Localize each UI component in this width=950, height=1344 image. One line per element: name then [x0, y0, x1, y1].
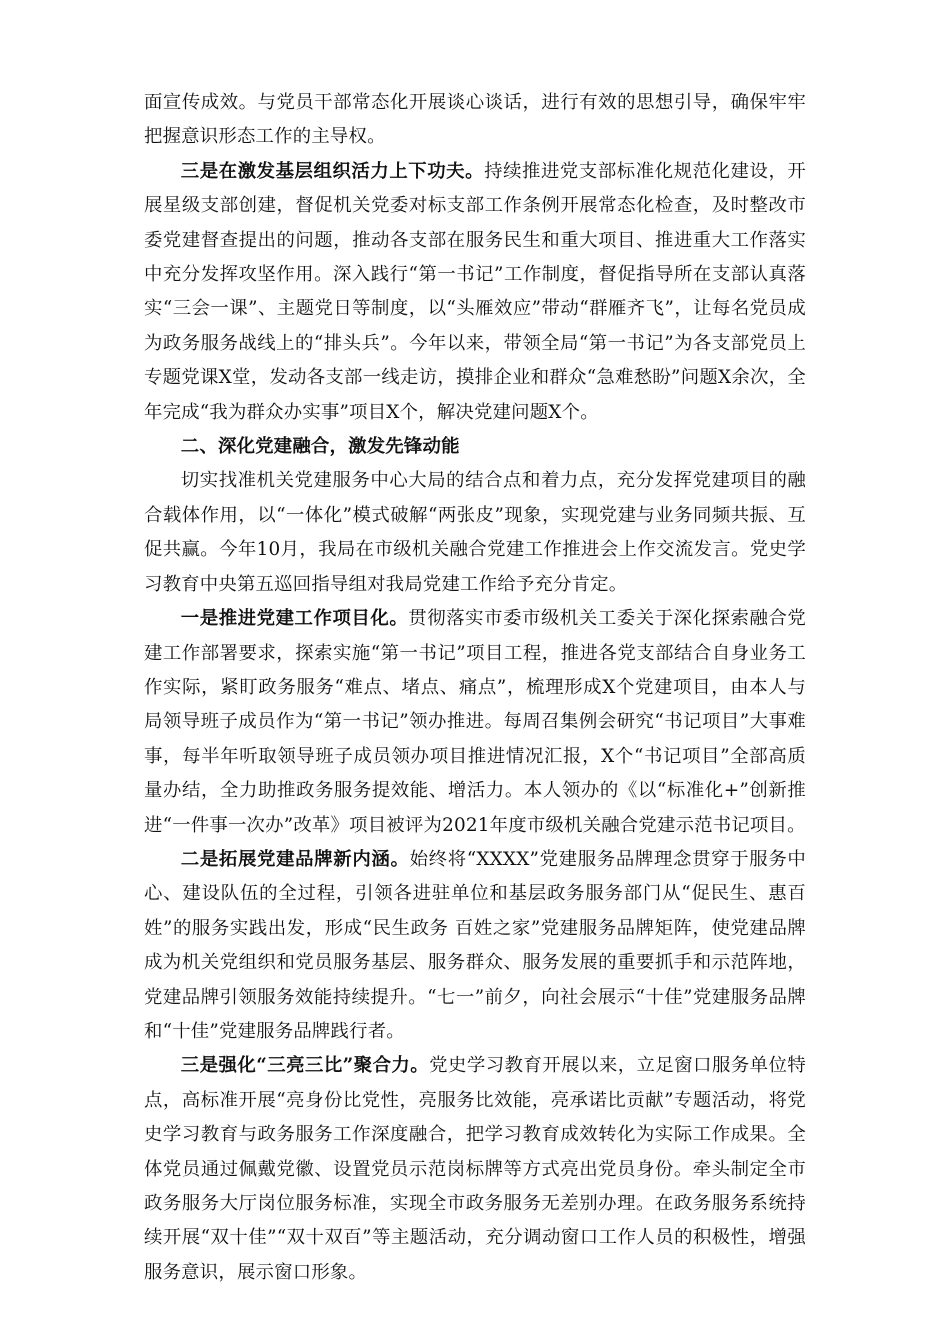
paragraph-text: 党史学习教育开展以来，立足窗口服务单位特点，高标准开展“亮身份比党性，亮服务比效能，亮承诺比贡献”专题活动，将党史学习教育与政务服务工作深度融合，把学习教育成效转化为实际工作成果。全体党员通过佩戴党徽、设置党员示范岗标牌等方式亮出党员身份。牵头制定全市政务服务大厅岗位服务标准，实现全市政务服务无差别办理。在政务服务系统持续开展“双十佳”“双十双百”等主题活动，充分调动窗口工作人员的积极性，增强服务意识，展示窗口形象。	[144, 1055, 806, 1283]
document-body	[144, 86, 806, 1290]
paragraph-grassroots-vitality	[144, 155, 806, 430]
paragraph-three-shines	[144, 1049, 806, 1290]
paragraph-continuation	[144, 86, 806, 155]
paragraph-text: 始终将“XXXX”党建服务品牌理念贯穿于服务中心、建设队伍的全过程，引领各进驻单位和基层政务服务部门从“促民生、惠百姓”的服务实践出发，形成“民生政务 百姓之家”党建服务品牌矩阵，使党建品牌成为机关党组织和党员服务基层、服务群众、服务发展的重要抓手和示范阵地，党建品牌引领服务效能持续提升。“七一”前夕，向社会展示“十佳”党建服务品牌和“十佳”党建服务品牌践行者。	[144, 848, 807, 1042]
section-heading: 二、深化党建融合，激发先锋动能	[180, 436, 460, 458]
paragraph-text: 贯彻落实市委市级机关工委关于深化探索融合党建工作部署要求，探索实施“第一书记”项目工程，推进各党支部结合自身业务工作实际，紧盯政务服务“难点、堵点、痛点”，梳理形成X个党建项目，由本人与局领导班子成员作为“第一书记”领办推进。每周召集例会研究“书记项目”大事难事，每半年听取领导班子成员领办项目推进情况汇报，X个“书记项目”全部高质量办结，全力助推政务服务提效能、增活力。本人领办的《以“标准化+”创新推进“一件事一次办”改革》项目被评为2021年度市级机关融合党建示范书记项目。	[144, 608, 806, 836]
paragraph-projectization	[144, 602, 806, 843]
paragraph-lead: 三是在激发基层组织活力上下功夫。	[180, 160, 485, 182]
paragraph-intro	[144, 464, 806, 602]
paragraph-lead: 一是推进党建工作项目化。	[180, 608, 409, 630]
paragraph-text: 切实找准机关党建服务中心大局的结合点和着力点，充分发挥党建项目的融合载体作用，以“一体化”模式破解“两张皮”现象，实现党建与业务同频共振、互促共赢。今年10月，我局在市级机关融合党建工作推进会上作交流发言。党史学习教育中央第五巡回指导组对我局党建工作给予充分肯定。	[144, 470, 806, 595]
paragraph-brand	[144, 843, 806, 1049]
paragraph-lead: 二是拓展党建品牌新内涵。	[180, 848, 410, 870]
paragraph-text: 持续推进党支部标准化规范化建设，开展星级支部创建，督促机关党委对标支部工作条例开展常态化检查，及时整改市委党建督查提出的问题，推动各支部在服务民生和重大项目、推进重大工作落实中充分发挥攻坚作用。深入践行“第一书记”工作制度，督促指导所在支部认真落实“三会一课”、主题党日等制度，以“头雁效应”带动“群雁齐飞”，让每名党员成为政务服务战线上的“排头兵”。今年以来，带领全局“第一书记”为各支部党员上专题党课X堂，发动各支部一线走访，摸排企业和群众“急难愁盼”问题X余次，全年完成“我为群众办实事”项目X个，解决党建问题X个。	[144, 160, 807, 423]
paragraph-lead: 三是强化“三亮三比”聚合力。	[180, 1055, 430, 1077]
paragraph-text: 面宣传成效。与党员干部常态化开展谈心谈话，进行有效的思想引导，确保牢牢把握意识形态工作的主导权。	[144, 92, 806, 148]
